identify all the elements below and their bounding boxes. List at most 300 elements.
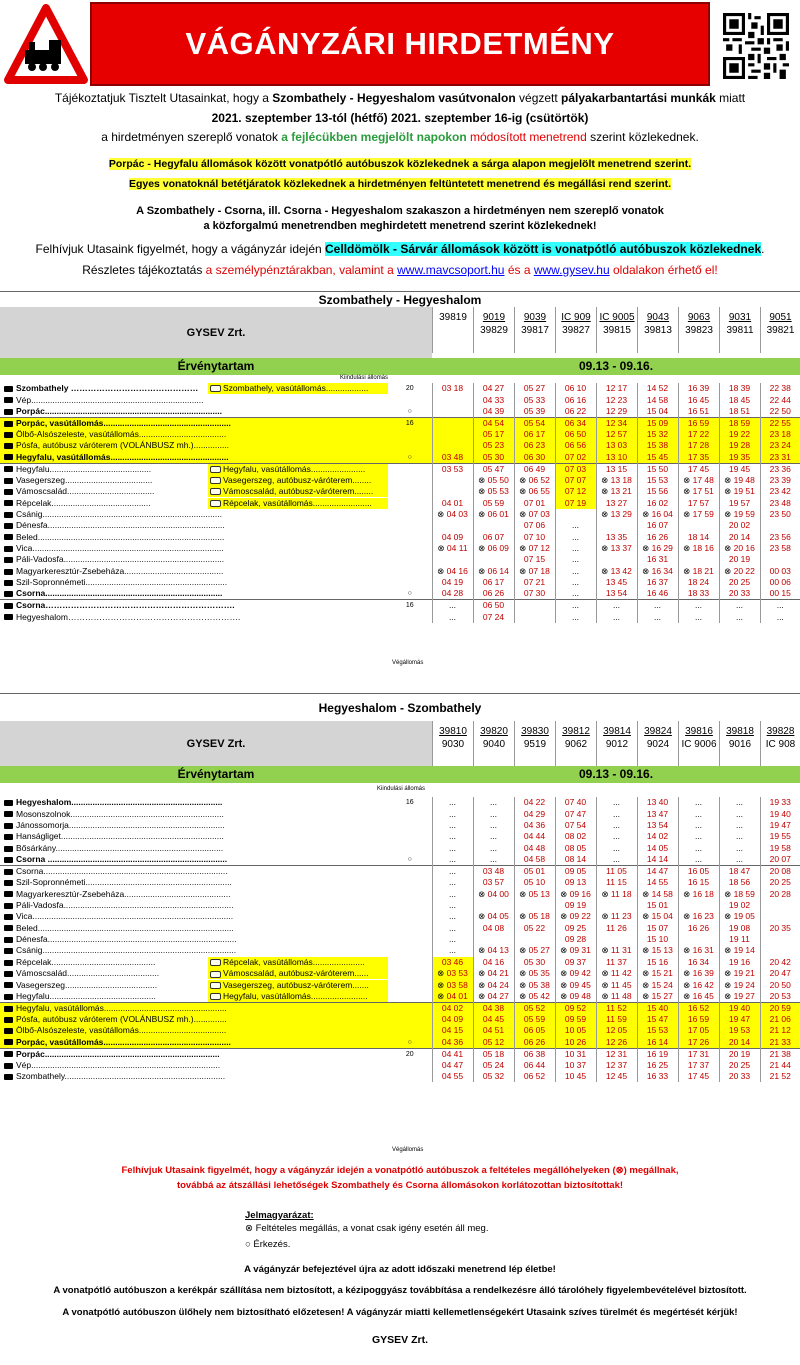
time-value: 14 05 [646,842,669,853]
conditional-stop-icon: ⊗ [245,1223,253,1234]
departure-time [555,888,596,899]
time-value: 06 10 [564,383,587,394]
departure-time [719,588,760,600]
departure-time [432,532,473,543]
departure-time [760,383,800,394]
departure-time [514,968,555,979]
time-value: 11 31 [610,945,632,956]
departure-time [719,1002,760,1014]
time-value: 18 45 [728,394,751,405]
conditional-stop-icon: ⊗ [724,474,734,485]
time-value: 13 42 [610,565,632,576]
time-value: 03 48 [482,865,505,876]
departure-time [596,463,637,475]
notice-sections [0,204,800,234]
timetable-row [0,475,800,486]
time-value: ... [448,819,457,830]
train-number-col [719,307,760,353]
time-value: 07 18 [528,565,550,576]
time-value: 19 55 [769,831,791,842]
time-value: 00 15 [769,588,791,599]
departure-time [432,475,473,486]
notice-sections-1: A Szombathely - Csorna, ill. Csorna - Hegyeshalom szakaszon a hirdetményen nem szereplő vonatok [136,205,664,217]
departure-time [432,1048,473,1060]
train-number-top: 39820 [480,726,508,737]
info-text: és a [504,263,534,277]
t1-end-label: Végállomás [392,660,424,666]
departure-time [637,509,678,520]
time-value: 19 14 [733,945,755,956]
departure-time [678,577,719,588]
departure-time [678,452,719,464]
conditional-stop-icon: ⊗ [437,543,447,554]
time-value: ... [694,819,703,830]
time-value: 13 18 [610,474,632,485]
departure-time [514,1025,555,1036]
time-value: ... [694,600,703,611]
departure-time [637,797,678,808]
departure-time [760,979,800,990]
timetable-row [0,611,800,622]
departure-time [555,865,596,877]
intro-text: a hirdetményen szereplő vonatok [101,130,282,144]
departure-time [760,957,800,968]
platform-marker [388,532,432,543]
departure-time [719,429,760,440]
time-value: ... [571,554,580,565]
departure-time [678,588,719,600]
departure-time [760,463,800,475]
time-value: ... [448,797,457,808]
platform-marker [388,968,432,979]
train-number-col [514,307,555,353]
time-value: 18 33 [687,588,710,599]
departure-time [719,877,760,888]
time-value: 12 31 [605,1048,628,1059]
departure-time [555,475,596,486]
train-number-col [596,721,637,767]
departure-time [473,888,514,899]
departure-time [719,463,760,475]
time-value: 22 50 [769,405,791,416]
bus-icon [210,993,221,1000]
conditional-stop-icon: ⊗ [437,979,447,990]
time-value: 17 51 [692,486,714,497]
timetable-row [0,486,800,497]
time-value: 20 35 [769,922,791,933]
station-name: Beled................................................................................... [16,922,234,933]
time-value: ... [653,611,662,622]
timetable-row [0,520,800,531]
departure-time [473,452,514,464]
departure-time [555,394,596,405]
intro-text: szerint közlekednek. [586,130,699,144]
time-value: 04 03 [446,508,468,519]
time-value: 06 56 [564,440,587,451]
time-value: 11 52 [606,1002,627,1013]
departure-time [596,979,637,990]
time-value: 18 47 [728,865,751,876]
time-value: 16 29 [651,543,673,554]
platform-marker [388,1014,432,1025]
conditional-stop-icon: ⊗ [642,888,652,899]
conditional-stop-icon: ⊗ [683,968,693,979]
train-icon [4,478,13,484]
time-value: 16 45 [692,990,714,1001]
station-name: Vasegerszeg....................................... [16,979,158,990]
departure-time [596,911,637,922]
time-value: 19 45 [728,463,751,474]
time-value: 17 45 [687,463,710,474]
conditional-stop-icon: ⊗ [560,990,570,1001]
departure-time [678,877,719,888]
departure-time [596,991,637,1003]
departure-time [719,383,760,394]
mavcsoport-link[interactable]: www.mavcsoport.hu [397,263,505,277]
bus-icon [210,500,221,507]
departure-time [637,1071,678,1082]
departure-time [555,463,596,475]
departure-time [760,497,800,508]
time-value: 23 39 [769,474,791,485]
departure-time [637,968,678,979]
conditional-stop-icon: ⊗ [601,565,611,576]
time-value: 04 05 [487,911,509,922]
time-value: ... [735,808,744,819]
time-value: 18 24 [687,577,710,588]
departure-time [432,497,473,508]
station-name: Porpác, vasútállomás...................................................... [16,417,231,428]
time-value: ... [694,808,703,819]
time-value: 11 59 [606,1014,627,1025]
t2-validity-dates: 09.13 - 09.16. [578,767,654,781]
departure-time [514,588,555,600]
time-value: 04 55 [441,1071,464,1082]
departure-time [678,463,719,475]
train-number-top: 9019 [482,312,506,323]
time-value: 04 39 [482,405,505,416]
train-number-bottom: 39813 [644,325,672,336]
departure-time [596,1048,637,1060]
departure-time [473,394,514,405]
platform-marker [388,440,432,451]
time-value: 18 59 [733,888,755,899]
station-name: Répcelak.......................................... [16,497,151,508]
time-value: 16 31 [692,945,714,956]
time-value: 04 01 [441,497,464,508]
train-icon [4,891,13,897]
timetable-row [0,923,800,934]
time-value: 07 02 [564,451,587,462]
departure-time [760,520,800,531]
departure-time [760,991,800,1003]
departure-time [596,1002,637,1014]
conditional-stop-icon: ⊗ [601,543,611,554]
departure-time [432,911,473,922]
bus-stop-name: Vámoscsalád, autóbusz-váróterem...... [223,968,369,979]
train-number-top: 39812 [562,726,590,737]
departure-time [719,843,760,854]
time-value: 13 27 [605,497,628,508]
time-value: 12 29 [605,405,628,416]
time-value: ... [735,853,744,864]
departure-time [432,888,473,899]
train-number-bottom: 9016 [728,739,752,750]
time-value: 05 27 [528,945,550,956]
departure-time [719,417,760,429]
train-icon [4,1051,13,1057]
departure-time [432,1071,473,1082]
platform-marker [388,934,432,945]
train-number-bottom: 39823 [685,325,713,336]
time-value: 10 45 [564,1071,587,1082]
time-value: ... [448,808,457,819]
platform-marker: 16 [388,600,432,612]
time-value: 18 59 [728,417,751,428]
departure-time [473,1048,514,1060]
time-value: 16 39 [692,968,714,979]
departure-time [719,979,760,990]
time-value: 16 39 [687,383,710,394]
time-value: 20 25 [728,577,751,588]
time-value: 09 42 [569,968,591,979]
departure-time [514,945,555,956]
departure-time [432,543,473,554]
departure-time [555,1025,596,1036]
departure-time [473,566,514,577]
time-value: 19 35 [728,451,751,462]
station-name: Hegyfalu, vasútállomás.................................................. [16,451,229,462]
departure-time [637,1060,678,1071]
station-name: Vép......................................................................... [16,394,204,405]
station-name: Páli-Vadosfa........................................................................ [16,899,234,910]
time-value: 03 18 [441,383,464,394]
departure-time [514,877,555,888]
departure-time [514,394,555,405]
departure-time [555,566,596,577]
departure-time [473,923,514,934]
time-value: 03 48 [441,451,464,462]
station-name: Jánossomorja.................................................................. [16,819,225,830]
departure-time [760,934,800,945]
departure-time [555,577,596,588]
time-value: 16 33 [646,1071,669,1082]
station-name: Pósfa, autóbusz váróterem (VOLÁNBUSZ mh.)............... [16,440,230,451]
time-value: 14 14 [646,853,669,864]
time-value: 12 05 [605,1025,628,1036]
arrival-marker: ○ [407,590,412,598]
conditional-stop-icon: ⊗ [724,888,734,899]
departure-time [760,831,800,842]
footer-note-2: A vonatpótló autóbuszon a kerékpár szállítása nem biztosított, a kézipoggyász továbbítása a rendelkezésre álló tárolóhely figyelembevételével biztosított. [53,1285,747,1296]
departure-time [596,865,637,877]
train-icon [4,800,13,806]
gysev-link[interactable]: www.gysev.hu [533,263,610,277]
time-value: 05 35 [528,968,550,979]
time-value: 17 35 [687,451,710,462]
time-value: 16 18 [692,888,714,899]
qr-code-icon[interactable] [723,13,789,79]
departure-time [432,945,473,956]
time-value: 17 48 [692,474,714,485]
time-value: 20 16 [733,543,755,554]
time-value: 07 01 [523,497,546,508]
time-value: 15 04 [646,405,669,416]
departure-time [637,1037,678,1049]
time-value: 16 25 [646,1059,669,1070]
time-value: 13 54 [605,588,628,599]
time-value: ... [735,831,744,842]
departure-time [514,831,555,842]
departure-time [432,820,473,831]
conditional-stop-icon: ⊗ [683,508,693,519]
departure-time [514,854,555,866]
departure-time [637,611,678,622]
departure-time [678,611,719,622]
departure-time [473,957,514,968]
time-value: 09 52 [564,1002,587,1013]
departure-time [514,509,555,520]
departure-time [637,979,678,990]
departure-time [514,1048,555,1060]
departure-time [514,888,555,899]
notice-celldomolk [0,240,800,258]
intro-days: a fejlécükben megjelölt napokon [281,130,467,144]
departure-time [719,991,760,1003]
departure-time [719,797,760,808]
time-value: 16 26 [687,922,710,933]
departure-time [760,1002,800,1014]
time-value: 19 24 [733,979,755,990]
time-value: 20 14 [728,531,751,542]
departure-time [555,945,596,956]
time-value: 20 53 [769,990,791,1001]
time-value: ... [489,819,498,830]
departure-time [514,463,555,475]
departure-time [760,877,800,888]
time-value: 04 15 [441,1025,464,1036]
departure-time [596,497,637,508]
train-number-bottom: 9519 [523,739,547,750]
time-value: 10 26 [564,1036,587,1047]
departure-time [555,440,596,451]
departure-time [719,486,760,497]
departure-time [432,1025,473,1036]
timetable-row [0,808,800,819]
departure-time [760,417,800,429]
time-value: 15 13 [651,945,673,956]
time-value: 09 45 [569,979,591,990]
time-value: 06 09 [487,543,509,554]
departure-time [596,945,637,956]
train-number-col [555,307,596,353]
time-value: 20 33 [728,1071,751,1082]
departure-time [760,452,800,464]
train-number-bottom: 9062 [564,739,588,750]
departure-time [473,797,514,808]
train-icon [4,489,13,495]
time-value: 23 42 [769,486,791,497]
time-value: 07 47 [564,808,587,819]
time-value: 15 53 [646,474,669,485]
departure-time [473,611,514,622]
departure-time [555,532,596,543]
time-value: 05 13 [528,888,550,899]
t1-validity-label: Érvénytartam [177,359,255,373]
train-icon [4,386,13,392]
conditional-stop-icon: ⊗ [478,968,488,979]
departure-time [555,1048,596,1060]
train-icon [4,994,13,1000]
time-value: 04 16 [482,956,505,967]
departure-time [596,452,637,464]
time-value: 06 26 [523,1036,546,1047]
train-number-col [555,721,596,767]
bus-icon [210,488,221,495]
departure-time [432,854,473,866]
time-value: ... [571,611,580,622]
train-number-bottom: 39827 [562,325,590,336]
time-value: 17 05 [687,1025,710,1036]
time-value: 07 21 [523,577,546,588]
timetable-row [0,1060,800,1071]
station-name: Pósfa, autóbusz váróterem (VOLÁNBUSZ mh.).............. [16,1014,227,1025]
train-icon [4,834,13,840]
time-value: 04 08 [482,922,505,933]
departure-time [760,429,800,440]
platform-marker: 20 [405,385,414,393]
departure-time [760,945,800,956]
t1-validity-row [0,358,800,375]
time-value: 23 58 [769,543,791,554]
departure-time [432,406,473,418]
footer-company: GYSEV Zrt. [371,1334,428,1346]
departure-time [432,520,473,531]
time-value: 04 27 [482,383,505,394]
time-value: 13 03 [605,440,628,451]
departure-time [596,1060,637,1071]
time-value: 20 42 [769,956,791,967]
timetable-row [0,406,800,418]
station-name: Magyarkeresztúr-Zsebeháza............................................. [16,888,231,899]
station-name: Hegyeshalom................................................................ [16,797,223,808]
intro-works: pályakarbantartási munkák [561,91,716,105]
departure-time [555,808,596,819]
departure-time [596,957,637,968]
conditional-stop-icon: ⊗ [683,945,693,956]
time-value: 04 47 [441,1059,464,1070]
departure-time [637,808,678,819]
departure-time [432,979,473,990]
departure-time [719,957,760,968]
departure-time [678,566,719,577]
train-icon [4,1063,13,1069]
bus-icon [4,1028,13,1034]
time-value: 19 59 [733,508,755,519]
train-icon [4,466,13,472]
departure-time [432,1014,473,1025]
departure-time [678,600,719,612]
time-value: 16 31 [646,554,669,565]
conditional-stop-icon: ⊗ [519,474,529,485]
departure-time [760,600,800,612]
departure-time [760,440,800,451]
time-value: 12 57 [605,428,628,439]
t2-route-title: Hegyeshalom - Szombathely [0,693,800,721]
time-value: ... [448,831,457,842]
time-value: 22 44 [769,394,791,405]
station-name: Szombathely ……………………………………… [16,383,199,394]
